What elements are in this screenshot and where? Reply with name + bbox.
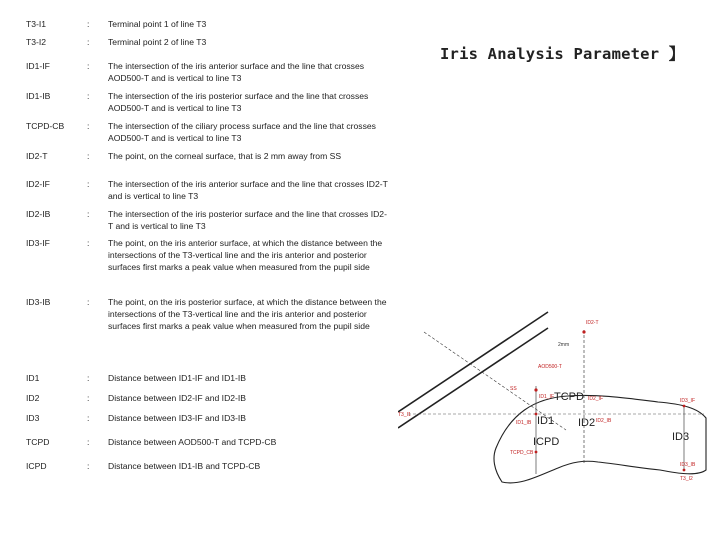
label-aod500: AOD500-T — [538, 364, 562, 370]
aod500-marker — [534, 388, 537, 391]
definition-text: Distance between ID1-IB and TCPD-CB — [108, 461, 261, 471]
definition-term: TCPD — [26, 437, 50, 447]
label-tcpd-cb: TCPD_CB — [510, 450, 534, 456]
label-2mm: 2mm — [558, 342, 570, 348]
definition-term: ID2-IF — [26, 179, 50, 189]
definition-colon: : — [87, 461, 90, 471]
label-id2-if: ID2_IF — [588, 396, 604, 402]
label-id2: ID2 — [578, 417, 596, 429]
definition-text: The intersection of the iris anterior surface and the line that crosses ID2-T and is vertical to line T3 — [108, 179, 388, 201]
definition-text: The point, on the iris posterior surface, at which the distance between the intersections of the T3-vertical line and the iris anterior and posterior surfaces first marks a peak value when measured from the pupil side — [108, 297, 387, 331]
label-id3-if: ID3_IF — [680, 398, 696, 404]
label-id3-ib: ID3_IB — [680, 462, 696, 468]
label-t3-i2: T3_I2 — [680, 476, 693, 482]
definition-text: The point, on the iris anterior surface, at which the distance between the intersections of the T3-vertical line and the iris anterior and posterior surfaces first marks a peak value when measured from the pupil side — [108, 238, 383, 272]
label-id1-ib: ID1_IB — [516, 420, 532, 426]
definition-term: ID2-IB — [26, 209, 51, 219]
definition-term: ID1-IB — [26, 91, 51, 101]
definition-colon: : — [87, 209, 90, 219]
id3-ib-marker — [683, 469, 686, 472]
definition-colon: : — [87, 61, 90, 71]
definition-text: The intersection of the iris anterior surface and the line that crosses AOD500-T and is vertical to line T3 — [108, 61, 365, 83]
definition-term: ID3-IB — [26, 297, 51, 307]
definition-colon: : — [87, 37, 90, 47]
id2-t-marker — [582, 330, 585, 333]
label-id1-if: ID1_IF — [539, 394, 555, 400]
definition-text: Terminal point 1 of line T3 — [108, 19, 207, 29]
definition-term: ID3 — [26, 413, 40, 423]
definition-term: ID2 — [26, 393, 40, 403]
definition-term: ID1-IF — [26, 61, 50, 71]
definition-colon: : — [87, 179, 90, 189]
definition-term: TCPD-CB — [26, 121, 65, 131]
label-id1: ID1 — [537, 415, 555, 427]
definition-colon: : — [87, 413, 90, 423]
definition-term: ID2-T — [26, 151, 48, 161]
label-tcpd: TCPD — [554, 391, 584, 403]
label-id2-t: ID2-T — [586, 320, 599, 326]
definition-term: ID1 — [26, 373, 40, 383]
label-icpd: ICPD — [533, 436, 560, 448]
label-id2-ib: ID2_IB — [596, 418, 612, 424]
label-t3-i1: T3_I1 — [398, 412, 411, 418]
definition-term: T3-I1 — [26, 19, 47, 29]
definition-text: Distance between ID3-IF and ID3-IB — [108, 413, 247, 423]
label-id3: ID3 — [672, 431, 690, 443]
definition-text: The intersection of the iris posterior surface and the line that crosses AOD500-T and is vertical to line T3 — [108, 91, 369, 113]
definition-colon: : — [87, 437, 90, 447]
id1-ib-marker — [535, 451, 538, 454]
definition-colon: : — [87, 238, 90, 248]
definition-text: Distance between ID1-IF and ID1-IB — [108, 373, 247, 383]
iris-diagram — [398, 302, 710, 488]
definition-term: T3-I2 — [26, 37, 47, 47]
definition-text: Distance between ID2-IF and ID2-IB — [108, 393, 247, 403]
definition-colon: : — [87, 151, 90, 161]
definition-text: Distance between AOD500-T and TCPD-CB — [108, 437, 277, 447]
definition-colon: : — [87, 121, 90, 131]
definition-term: ID3-IF — [26, 238, 50, 248]
definition-text: The point, on the corneal surface, that is 2 mm away from SS — [108, 151, 342, 161]
page-title: Iris Analysis Parameter 】 — [440, 45, 685, 63]
definition-colon: : — [87, 91, 90, 101]
definition-text: The intersection of the iris posterior surface and the line that crosses ID2-T and is vertical to line T3 — [108, 209, 387, 231]
definition-text: Terminal point 2 of line T3 — [108, 37, 207, 47]
definition-term: ICPD — [26, 461, 47, 471]
definition-text: The intersection of the ciliary process surface and the line that crosses AOD500-T and is vertical to line T3 — [108, 121, 376, 143]
definition-colon: : — [87, 297, 90, 307]
id3-if-marker — [683, 405, 686, 408]
definition-colon: : — [87, 373, 90, 383]
label-ss: SS — [510, 386, 517, 392]
definition-colon: : — [87, 393, 90, 403]
definition-colon: : — [87, 19, 90, 29]
